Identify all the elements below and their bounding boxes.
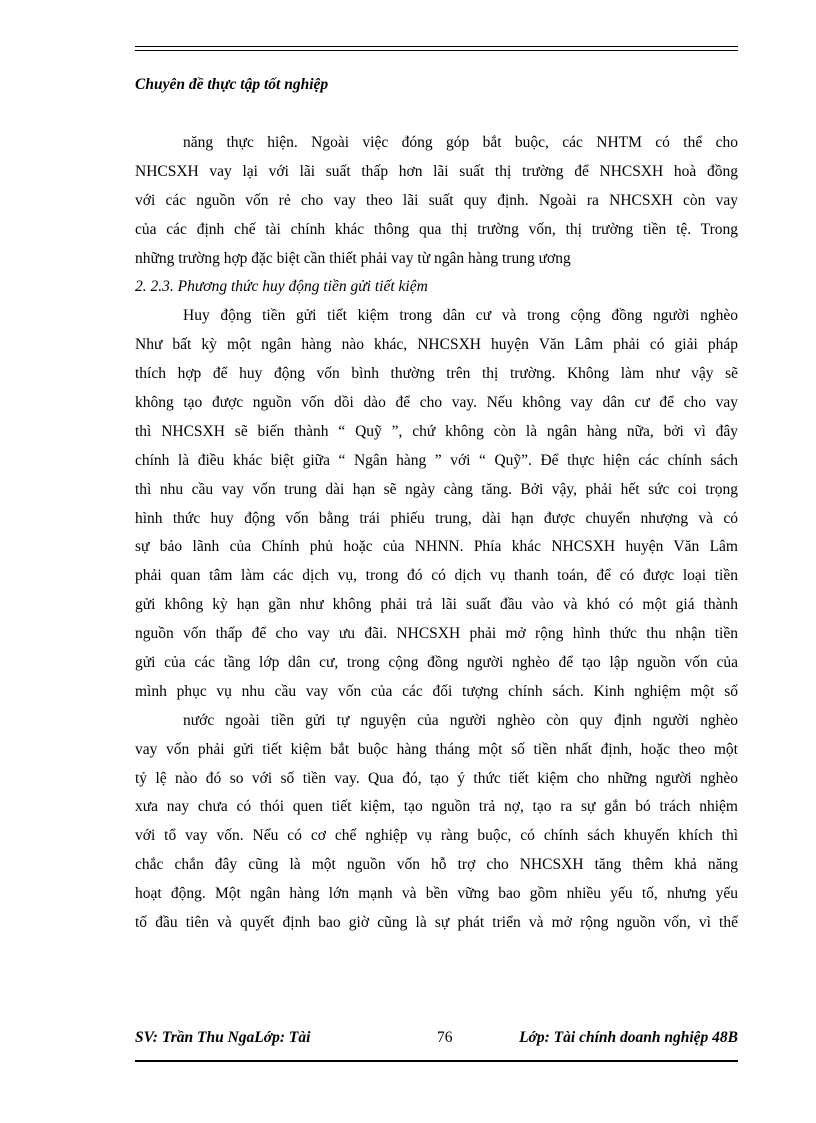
footer-student: SV: Trần Thu NgaLớp: Tài <box>135 1029 311 1046</box>
body-line: với các nguồn vốn rẻ cho vay theo lãi suất quy định. Ngoài ra NHCSXH còn vay <box>135 191 738 209</box>
body-line: không tạo được nguồn vốn dồi dào để cho vay. Nếu không vay dân cư để cho vay <box>135 394 738 412</box>
body-line: tố đầu tiên và quyết định bao giờ cũng là sự phát triển và mở rộng nguồn vốn, vì thế <box>135 914 738 932</box>
body-line: nguồn vốn thấp để cho vay ưu đãi. NHCSXH phải mở rộng hình thức thu nhận tiền <box>135 625 738 643</box>
body-line: thích hợp để huy động vốn bình thường trên thị trường. Không làm như vậy sẽ <box>135 365 738 383</box>
header-rule <box>135 46 738 51</box>
body-line: xưa nay chưa có thói quen tiết kiệm, tạo nguồn trả nợ, tạo ra sự gắn bó trách nhiệm <box>135 798 738 816</box>
page-number: 76 <box>437 1029 453 1046</box>
body-line: thì nhu cầu vay vốn trung dài hạn sẽ ngày càng tăng. Bởi vậy, phải hết sức coi trọng <box>135 480 738 498</box>
body-line: gửi của các tầng lớp dân cư, trong cộng đồng người nghèo để tạo lập nguồn vốn của <box>135 654 738 672</box>
body-line: sự bảo lãnh của Chính phủ hoặc của NHNN. Phía khác NHCSXH huyện Văn Lâm <box>135 538 738 556</box>
body-line: với tổ vay vốn. Nếu có cơ chế nghiệp vụ ràng buộc, có chính sách khuyến khích thì <box>135 827 738 845</box>
body-line: của các định chế tài chính khác thông qua thị trường vốn, thị trường tiền tệ. Trong <box>135 220 738 238</box>
document-body <box>135 129 738 938</box>
body-line: phải quan tâm làm các dịch vụ, trong đó có dịch vụ thanh toán, để có được loại tiền <box>135 567 738 585</box>
page-footer <box>135 1029 738 1049</box>
running-header-title: Chuyên đề thực tập tốt nghiệp <box>135 76 329 93</box>
body-line: NHCSXH vay lại với lãi suất thấp hơn lãi suất thị trường để NHCSXH hoà đồng <box>135 162 738 180</box>
body-line: hoạt động. Một ngân hàng lớn mạnh và bền vững bao gồm nhiều yếu tố, nhưng yếu <box>135 885 738 903</box>
body-line: thì NHCSXH sẽ biến thành “ Quỹ ”, chứ không còn là ngân hàng nữa, bởi vì đây <box>135 422 738 440</box>
body-line: Như bất kỳ một ngân hàng nào khác, NHCSXH huyện Văn Lâm phải có giải pháp <box>135 336 738 354</box>
body-line: gửi không kỳ hạn gần như không phải trả lãi suất đầu vào và khó có một giá thành <box>135 596 738 614</box>
footer-rule <box>135 1060 738 1062</box>
body-line: chắc chắn đây cũng là một nguồn vốn hỗ trợ cho NHCSXH tăng thêm khả năng <box>135 856 738 874</box>
body-line: mình phục vụ nhu cầu vay vốn của các đối tượng chính sách. Kinh nghiệm một số <box>135 682 738 700</box>
body-line: những trường hợp đặc biệt cần thiết phải vay từ ngân hàng trung ương <box>135 249 571 267</box>
body-line: hình thức huy động vốn bằng trái phiếu trung, dài hạn được chuyển nhượng và có <box>135 509 738 527</box>
body-line: Huy động tiền gửi tiết kiệm trong dân cư và trong cộng đồng người nghèo <box>183 307 738 325</box>
body-line: nước ngoài tiền gửi tự nguyện của người nghèo còn quy định người nghèo <box>183 711 738 729</box>
body-line: chính là điều khác biệt giữa “ Ngân hàng ” với “ Quỹ”. Để thực hiện các chính sách <box>135 451 738 469</box>
section-heading: 2. 2.3. Phương thức huy động tiền gửi tiết kiệm <box>135 278 428 296</box>
footer-class: Lớp: Tài chính doanh nghiệp 48B <box>519 1029 738 1046</box>
body-line: tỷ lệ nào đó so với số tiền vay. Qua đó, tạo ý thức tiết kiệm cho những người nghèo <box>135 769 738 787</box>
body-line: năng thực hiện. Ngoài việc đóng góp bắt buộc, các NHTM có thể cho <box>183 134 738 151</box>
body-line: vay vốn phải gửi tiết kiệm bắt buộc hàng tháng một số tiền nhất định, hoặc theo một <box>135 740 738 758</box>
